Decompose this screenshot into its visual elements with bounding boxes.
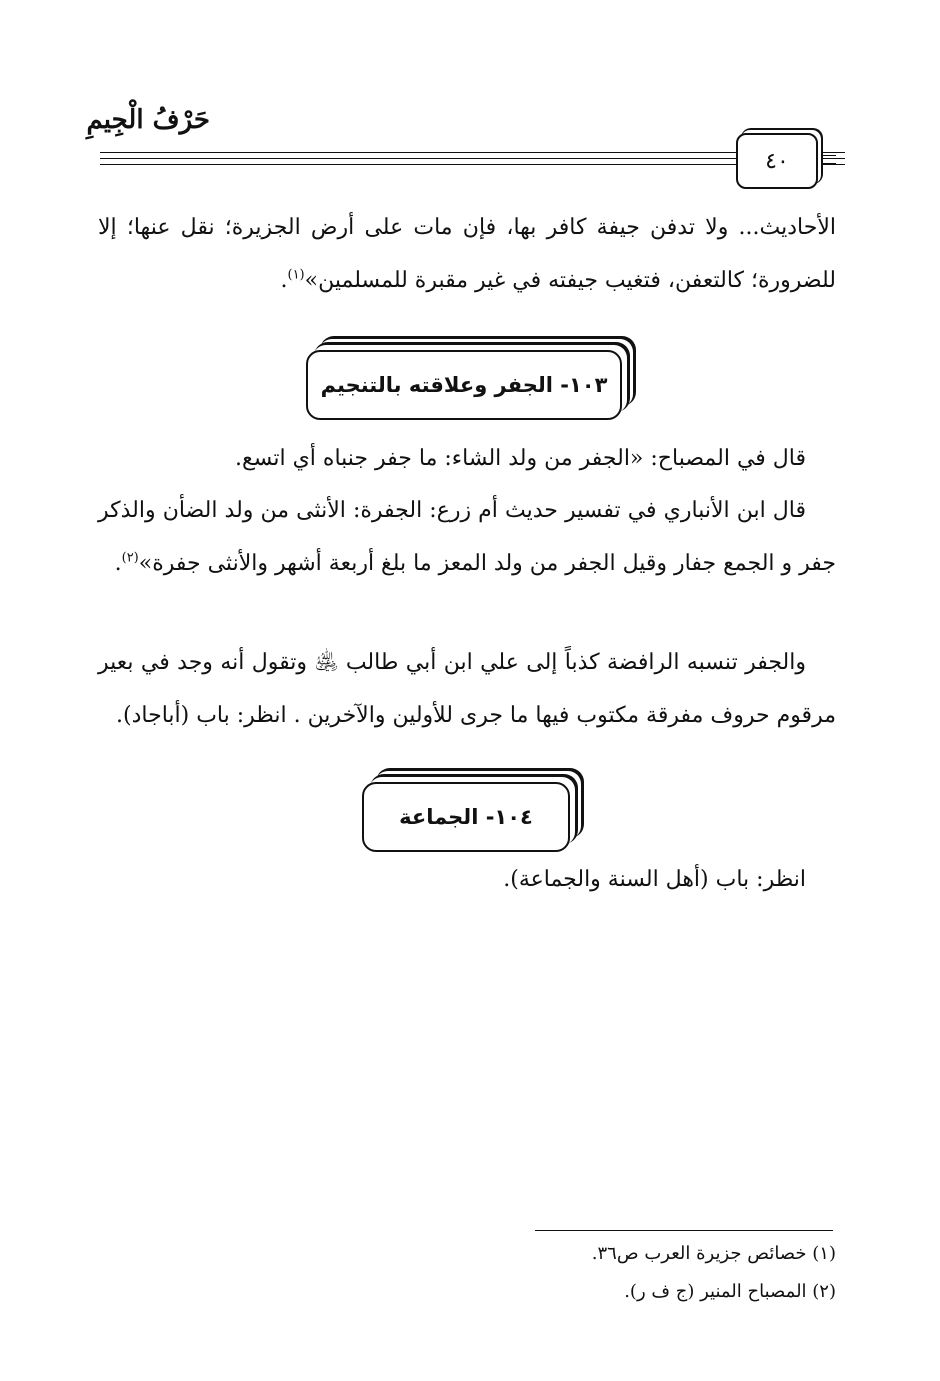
section-heading-104 xyxy=(362,782,570,852)
footnote-ref: (٢) xyxy=(121,550,139,566)
header-rule-line xyxy=(100,164,845,165)
paragraph-text: قال في المصباح: «الجفر من ولد الشاء: ما جفر جنباه أي اتسع. xyxy=(235,446,806,471)
paragraph-text: والجفر تنسبه الرافضة كذباً إلى علي ابن أبي طالب ﵁ وتقول أنه وجد في بعير مرقوم حروف مفرقة مكتوب فيها ما جرى للأولين والآخرين . انظر: باب (أباجاد). xyxy=(98,650,836,728)
paragraph-text: انظر: باب (أهل السنة والجماعة). xyxy=(503,867,806,892)
header-rule-tick xyxy=(822,155,836,156)
paragraph-end: . xyxy=(114,551,122,576)
section-heading-103 xyxy=(306,350,622,420)
header-rule-line xyxy=(100,152,845,153)
header-rule-tick xyxy=(822,163,836,164)
header-rule-line xyxy=(100,158,845,159)
paragraph-continuation xyxy=(98,201,836,307)
footnote-1: (١) خصائص جزيرة العرب ص٣٦. xyxy=(591,1243,836,1264)
paragraph-text: قال ابن الأنباري في تفسير حديث أم زرع: الجفرة: الأنثى من ولد الضأن والذكر جفر و الجمع جفار وقيل الجفر من ولد المعز ما بلغ أربعة أشهر والأنثى جفرة» xyxy=(98,498,836,576)
paragraph-text: الأحاديث... ولا تدفن جيفة كافر بها، فإن مات على أرض الجزيرة؛ نقل عنها؛ إلا للضرورة؛ كالتعفن، فتغيب جيفته في غير مقبرة للمسلمين» xyxy=(98,215,836,293)
paragraph-anbari xyxy=(98,484,836,590)
running-header-title: حَرْفُ الْجِيمِ xyxy=(86,105,210,135)
footnote-ref: (١) xyxy=(287,267,305,283)
paragraph-rafida xyxy=(98,636,836,742)
section-heading-label: ١٠٣- الجفر وعلاقته بالتنجيم xyxy=(320,373,608,397)
page-number: ٤٠ xyxy=(765,148,789,174)
footnote-separator xyxy=(535,1230,833,1231)
paragraph-end: . xyxy=(280,268,288,293)
paragraph-see-also xyxy=(98,853,836,906)
footnote-2: (٢) المصباح المنير (ج ف ر). xyxy=(624,1281,836,1302)
section-heading-label: ١٠٤- الجماعة xyxy=(399,805,533,829)
page-number-box xyxy=(736,133,818,189)
paragraph-misbah xyxy=(98,432,836,485)
